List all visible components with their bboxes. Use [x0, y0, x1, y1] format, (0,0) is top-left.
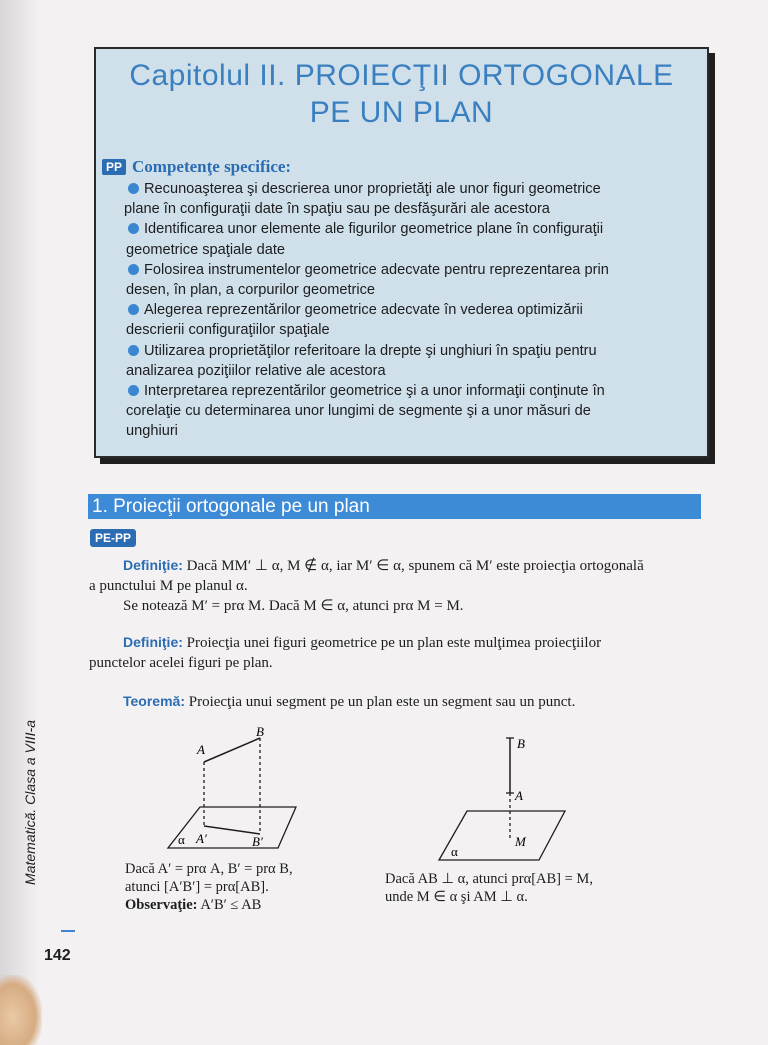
bullet-icon [128, 345, 139, 356]
competence-text: Interpretarea reprezentărilor geometrice şi a unor informaţii conţinute în [144, 383, 605, 400]
definition-label: Definiţie: [123, 557, 183, 573]
segment-ab [204, 738, 260, 762]
label-b-prime: B′ [252, 834, 263, 849]
competence-text: Folosirea instrumentelor geometrice adecvate pentru reprezentarea prin [144, 261, 609, 278]
theorem-label: Teoremă: [123, 693, 185, 709]
competence-item [126, 381, 696, 442]
label-a: A [197, 742, 205, 757]
definition-text: a punctului M pe planul α. [89, 578, 248, 594]
caption-line: unde M ∈ α şi AM ⊥ α. [385, 889, 528, 905]
definition-2 [89, 632, 701, 673]
theorem-text: Proiecţia unui segment pe un plan este un segment sau un punct. [188, 694, 576, 710]
competence-item [126, 179, 696, 219]
page-number: 142 [44, 947, 71, 964]
caption-line: Dacă AB ⊥ α, atunci prα[AB] = M, [385, 871, 593, 887]
thumb-decoration [0, 975, 42, 1045]
projection-segment-figure [160, 722, 310, 854]
competence-text: desen, în plan, a corpurilor geometrice [126, 282, 376, 299]
theorem [89, 691, 701, 712]
definition-text: Se notează M′ = prα M. Dacă M ∈ α, atunci prα M = M. [123, 598, 464, 614]
competence-item [126, 341, 696, 381]
label-m: M [515, 834, 526, 849]
chapter-title-line2: PE UN PLAN [309, 96, 494, 129]
chapter-box [94, 47, 709, 458]
plane-alpha [168, 807, 296, 848]
competence-text: Alegerea reprezentărilor geometrice adecvate în vederea optimizării [144, 302, 583, 319]
label-a: A [515, 788, 523, 803]
label-b: B [517, 736, 525, 751]
side-running-title: Matematică. Clasa a VIII-a [22, 720, 38, 885]
competence-item [126, 260, 696, 300]
label-alpha: α [451, 844, 458, 859]
observation-text: A′B′ ≤ AB [200, 897, 262, 913]
bullet-icon [128, 304, 139, 315]
label-a-prime: A′ [196, 831, 207, 846]
competence-text: Identificarea unor elemente ale figurilor geometrice plane în configuraţii [144, 221, 604, 238]
competences-list [126, 179, 696, 442]
section-title: 1. Proiecţii ortogonale pe un plan [88, 494, 701, 519]
definition-1 [89, 555, 701, 616]
competence-text: Utilizarea proprietăţilor referitoare la drepte şi unghiuri în spaţiu pentru [144, 342, 597, 359]
definition-text: punctelor acelei figuri pe plan. [89, 655, 273, 671]
competence-item [126, 219, 696, 259]
competence-text: geometrice spaţiale date [126, 241, 286, 258]
label-b: B [256, 724, 264, 739]
bullet-icon [128, 223, 139, 234]
plane-alpha [439, 811, 565, 860]
segment-a1b1 [204, 826, 260, 834]
label-alpha: α [178, 832, 185, 847]
perpendicular-segment-figure [435, 728, 575, 866]
definition-text: Dacă MM′ ⊥ α, M ∉ α, iar M′ ∈ α, spunem că M′ este proiecţia ortogonală [186, 558, 644, 574]
competence-text: plane în configuraţii date în spaţiu sau pe desfăşurări ale acestora [124, 201, 550, 218]
chapter-title-line1: Capitolul II. PROIECŢII ORTOGONALE [129, 59, 674, 92]
competence-text: analizarea poziţiilor relative ale acestora [126, 362, 386, 379]
caption-line: atunci [A′B′] = prα[AB]. [125, 879, 269, 895]
figure-2-caption [385, 870, 593, 906]
competence-text: corelaţie cu determinarea unor lungimi de segmente şi a unor măsuri de [126, 403, 591, 420]
competences-label: Competenţe specifice: [132, 157, 292, 176]
pe-pp-badge: PE-PP [90, 529, 136, 547]
chapter-title [96, 57, 707, 131]
competence-text: descrierii configuraţiilor spaţiale [126, 322, 330, 339]
definition-text: Proiecţia unei figuri geometrice pe un plan este mulţimea proiecţiilor [186, 635, 602, 651]
figure-1-caption [125, 860, 293, 914]
competence-text: unghiuri [126, 423, 178, 440]
side-rule [61, 930, 75, 932]
definition-label: Definiţie: [123, 634, 183, 650]
bullet-icon [128, 385, 139, 396]
bullet-icon [128, 264, 139, 275]
pp-badge: PP [102, 159, 126, 175]
competence-item [126, 300, 696, 340]
competence-text: Recunoaşterea şi descrierea unor proprietăţi ale unor figuri geometrice [144, 181, 601, 197]
bullet-icon [128, 183, 139, 194]
observation-label: Observaţie: [125, 897, 198, 913]
competences-header [102, 157, 291, 177]
caption-line: Dacă A′ = prα A, B′ = prα B, [125, 861, 293, 877]
